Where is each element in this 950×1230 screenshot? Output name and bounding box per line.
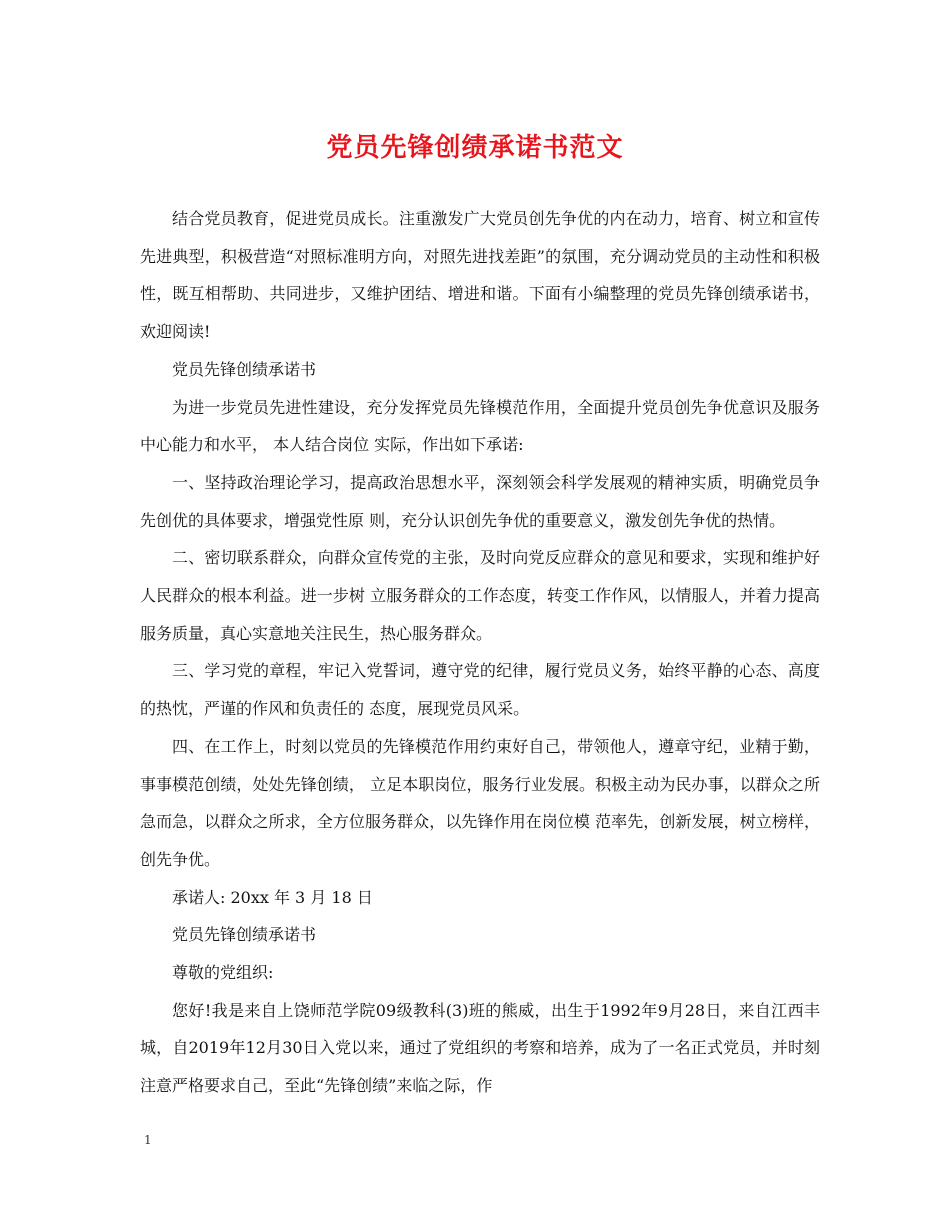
paragraph-item-4: 四、在工作上，时刻以党员的先锋模范作用约束好自己，带领他人，遵章守纪，业精于勤，事事模范创绩，处处先锋创绩， 立足本职岗位，服务行业发展。积极主动为民办事，以群众之所急而急，以群众之所求，全方位服务群众，以先锋作用在岗位模 范率先，创新发展，树立榜样，创先争优。 [140, 736, 820, 869]
page-number: 1 [144, 1133, 152, 1147]
document-title: 党员先锋创绩承诺书范文 [326, 133, 624, 163]
paragraph-heading-1: 党员先锋创绩承诺书 [172, 359, 317, 379]
paragraph-item-2: 二、密切联系群众，向群众宣传党的主张，及时向党反应群众的意见和要求，实现和维护好人民群众的根本利益。进一步树 立服务群众的工作态度，转变工作作风，以情服人，并着力提高 服务质量，真心实意地关注民生，热心服务群众。 [140, 548, 820, 643]
paragraph-item-3: 三、学习党的章程，牢记入党誓词，遵守党的纪律，履行党员义务，始终平静的心态、高度的热忱，严谨的作风和负责任的 态度，展现党员风采。 [140, 661, 820, 719]
paragraph-preamble: 为进一步党员先进性建设，充分发挥党员先锋模范作用，全面提升党员创先争优意识及服务中心能力和水平， 本人结合岗位 实际，作出如下承诺: [140, 397, 820, 455]
paragraph-intro: 结合党员教育，促进党员成长。注重激发广大党员创先争优的内在动力，培育、树立和宣传先进典型，积极营造“对照标准明方向，对照先进找差距”的氛围，充分调动党员的主动性和积极性，既互相帮助、共同进步，又维护团结、增进和谐。下面有小编整理的党员先锋创绩承诺书，欢迎阅读! [140, 209, 820, 342]
paragraph-letter-body: 您好!我是来自上饶师范学院09级教科(3)班的熊威，出生于1992年9月28日，来自江西丰城，自2019年12月30日入党以来，通过了党组织的考察和培养，成为了一名正式党员，并时刻注意严格要求自己，至此“先锋创绩”来临之际，作 [140, 1000, 820, 1096]
paragraph-item-1: 一、坚持政治理论学习，提高政治思想水平，深刻领会科学发展观的精神实质，明确党员争先创优的具体要求，增强党性原 则，充分认识创先争优的重要意义，激发创先争优的热情。 [140, 472, 820, 530]
document-body [140, 200, 820, 1105]
paragraph-salutation: 尊敬的党组织: [172, 963, 274, 983]
paragraph-heading-2: 党员先锋创绩承诺书 [172, 925, 317, 945]
paragraph-signature: 承诺人: 20xx 年 3 月 18 日 [172, 887, 373, 907]
